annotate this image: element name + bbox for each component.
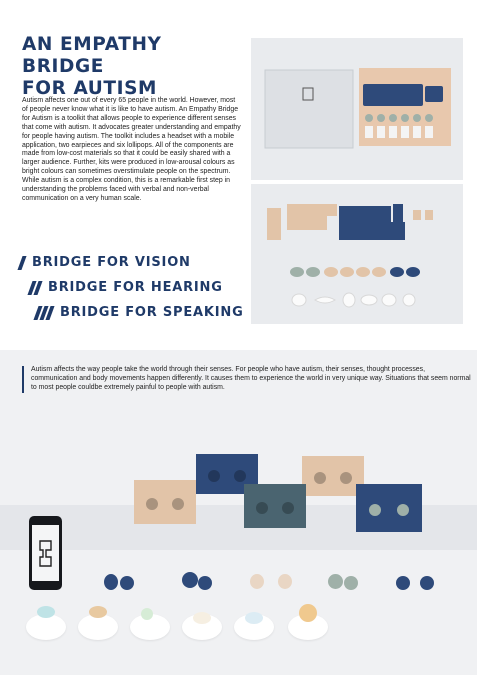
kit-box-illustration: [251, 38, 463, 180]
app-screen: [32, 525, 59, 581]
components-illustration: [251, 184, 463, 324]
headset-kraft-back-right: [302, 456, 364, 496]
earpiece-kraft: [278, 574, 292, 589]
headset-kraft-left: [134, 480, 196, 524]
earpiece-blue: [120, 576, 134, 590]
title-line-2: FOR AUTISM: [22, 78, 158, 99]
app-logo-icon: [32, 525, 59, 581]
lollipop-amber: [89, 606, 107, 618]
bridge-hearing-label: BRIDGE FOR HEARING: [48, 280, 223, 295]
components-flatlay-photo: [251, 184, 463, 324]
slash-icon: [20, 256, 26, 270]
earpiece-sage: [328, 574, 343, 589]
earpiece-blue: [198, 576, 212, 590]
bridge-speaking-heading: [36, 305, 244, 320]
mobile-phone: [29, 516, 62, 590]
lollipop-mint: [141, 608, 153, 620]
triple-slash-icon: [36, 306, 54, 320]
headset-teal-front: [244, 484, 306, 528]
bridge-speaking-label: BRIDGE FOR SPEAKING: [60, 305, 244, 320]
earpiece-kraft: [250, 574, 264, 589]
lollipop-blue: [37, 606, 55, 618]
page-title: [22, 34, 242, 100]
double-slash-icon: [30, 281, 42, 295]
lollipop-peach: [299, 604, 317, 622]
bridge-vision-label: BRIDGE FOR VISION: [32, 255, 191, 270]
description-paragraph: Autism affects one out of every 65 people in the world. However, most of people never know what it is like to have autism. An Empathy Bridge for Autism is a toolkit that allows people to experience different senses that come with autism. It advocates greater understanding and empathy for people having autism. The toolkit includes a headset with a mobile application, two earpieces and six lollipops. All of the components are made from low-cost materials so that it could be easily shared with a larger audience. Further, kits were produced in low-arousal colours as bright colours can sometimes overstimulate people on the spectrum. While autism is a complex condition, this is a remarkable first step in understanding the problems faced with verbal and non-verbal communication on a very human scale.: [22, 97, 241, 202]
lollipop-cream: [193, 612, 211, 624]
earpiece-blue: [104, 574, 118, 590]
bridge-vision-heading: [20, 255, 191, 270]
earpiece-blue: [420, 576, 434, 590]
headset-blue-right: [356, 484, 422, 532]
bridge-hearing-heading: [30, 280, 223, 295]
earpiece-blue: [396, 576, 410, 590]
title-line-1: AN EMPATHY BRIDGE: [22, 34, 162, 77]
intro-paragraph: Autism affects the way people take the world through their senses. For people who have autism, their senses, thought processes, communication and body movements happen differently. It causes them to experience the world in very unique way. Situations that seem normal to most people couldbe extremely painful to people with autism.: [22, 366, 471, 393]
lollipop-ice: [245, 612, 263, 624]
earpiece-sage: [344, 576, 358, 590]
earpiece-blue: [182, 572, 198, 588]
kit-box-photo: [251, 38, 463, 180]
